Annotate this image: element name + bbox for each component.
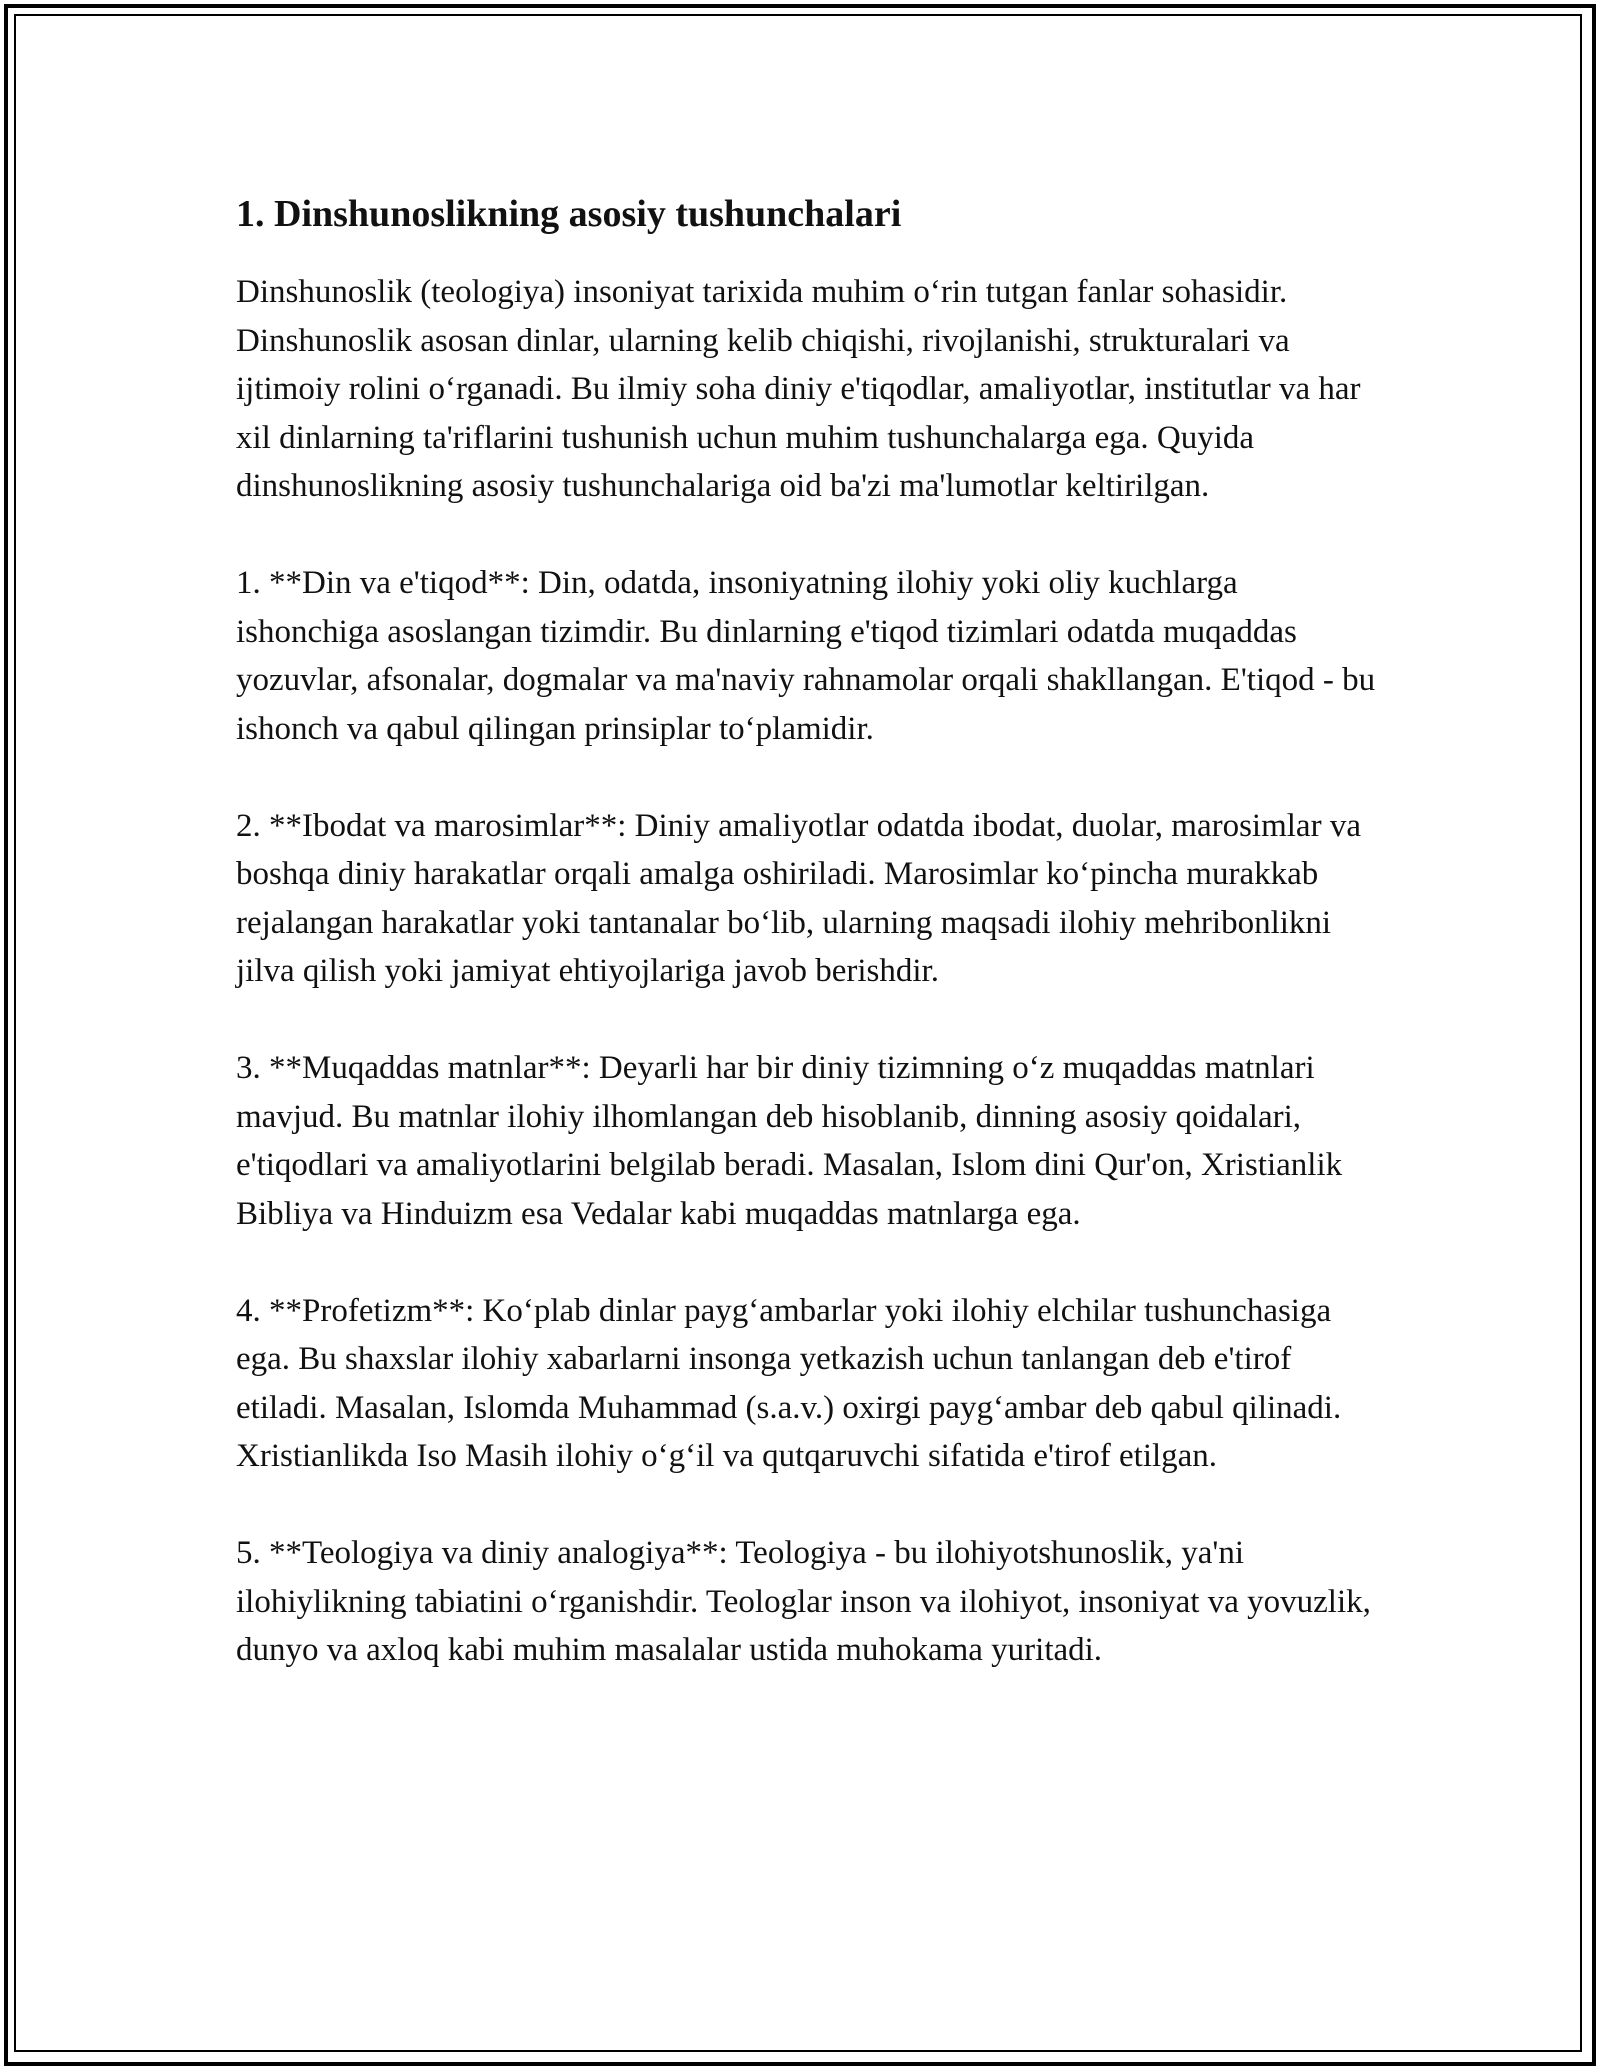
section-heading: 1. Dinshunoslikning asosiy tushunchalari	[236, 193, 902, 235]
paragraph-ibodat-va-marosimlar: 2. **Ibodat va marosimlar**: Diniy amaliyotlar odatda ibodat, duolar, marosimlar va boshqa diniy harakatlar orqali amalga oshiriladi. Marosimlar ko‘pincha murakkab rejalangan harakatlar yoki tantanalar bo‘lib, ularning maqsadi ilohiy mehribonlikni jilva qilish yoki jamiyat ehtiyojlariga javob berishdir.	[236, 807, 1361, 989]
paragraph-din-va-etiqod: 1. **Din va e'tiqod**: Din, odatda, insoniyatning ilohiy yoki oliy kuchlarga ishonchiga asoslangan tizimdir. Bu dinlarning e'tiqod tizimlari odatda muqaddas yozuvlar, afsonalar, dogmalar va ma'naviy rahnamolar orqali shakllangan. E'tiqod - bu ishonch va qabul qilingan prinsiplar to‘plamidir.	[236, 565, 1376, 747]
intro-paragraph: Dinshunoslik (teologiya) insoniyat tarixida muhim o‘rin tutgan fanlar sohasidir. Dinshunoslik asosan dinlar, ularning kelib chiqishi, rivojlanishi, strukturalari va ijtimoiy rolini o‘rganadi. Bu ilmiy soha diniy e'tiqodlar, amaliyotlar, institutlar va har xil dinlarning ta'riflarini tushunish uchun muhim tushunchalarga ega. Quyida dinshunoslikning asosiy tushunchalariga oid ba'zi ma'lumotlar keltirilgan.	[236, 274, 1361, 504]
paragraph-muqaddas-matnlar: 3. **Muqaddas matnlar**: Deyarli har bir diniy tizimning o‘z muqaddas matnlari mavjud. Bu matnlar ilohiy ilhomlangan deb hisoblanib, dinning asosiy qoidalari, e'tiqodlari va amaliyotlarini belgilab beradi. Masalan, Islom dini Qur'on, Xristianlik Bibliya va Hinduizm esa Vedalar kabi muqaddas matnlarga ega.	[236, 1050, 1343, 1232]
document-body	[236, 186, 1376, 1723]
paragraph-teologiya: 5. **Teologiya va diniy analogiya**: Teologiya - bu ilohiyotshunoslik, ya'ni ilohiylikning tabiatini o‘rganishdir. Teologlar inson va ilohiyot, insoniyat va yovuzlik, dunyo va axloq kabi muhim masalalar ustida muhokama yuritadi.	[236, 1535, 1371, 1668]
paragraph-profetizm: 4. **Profetizm**: Ko‘plab dinlar payg‘ambarlar yoki ilohiy elchilar tushunchasiga ega. Bu shaxslar ilohiy xabarlarni insonga yetkazish uchun tanlangan deb e'tirof etiladi. Masalan, Islomda Muhammad (s.a.v.) oxirgi payg‘ambar deb qabul qilinadi. Xristianlikda Iso Masih ilohiy o‘g‘il va qutqaruvchi sifatida e'tirof etilgan.	[236, 1292, 1342, 1474]
